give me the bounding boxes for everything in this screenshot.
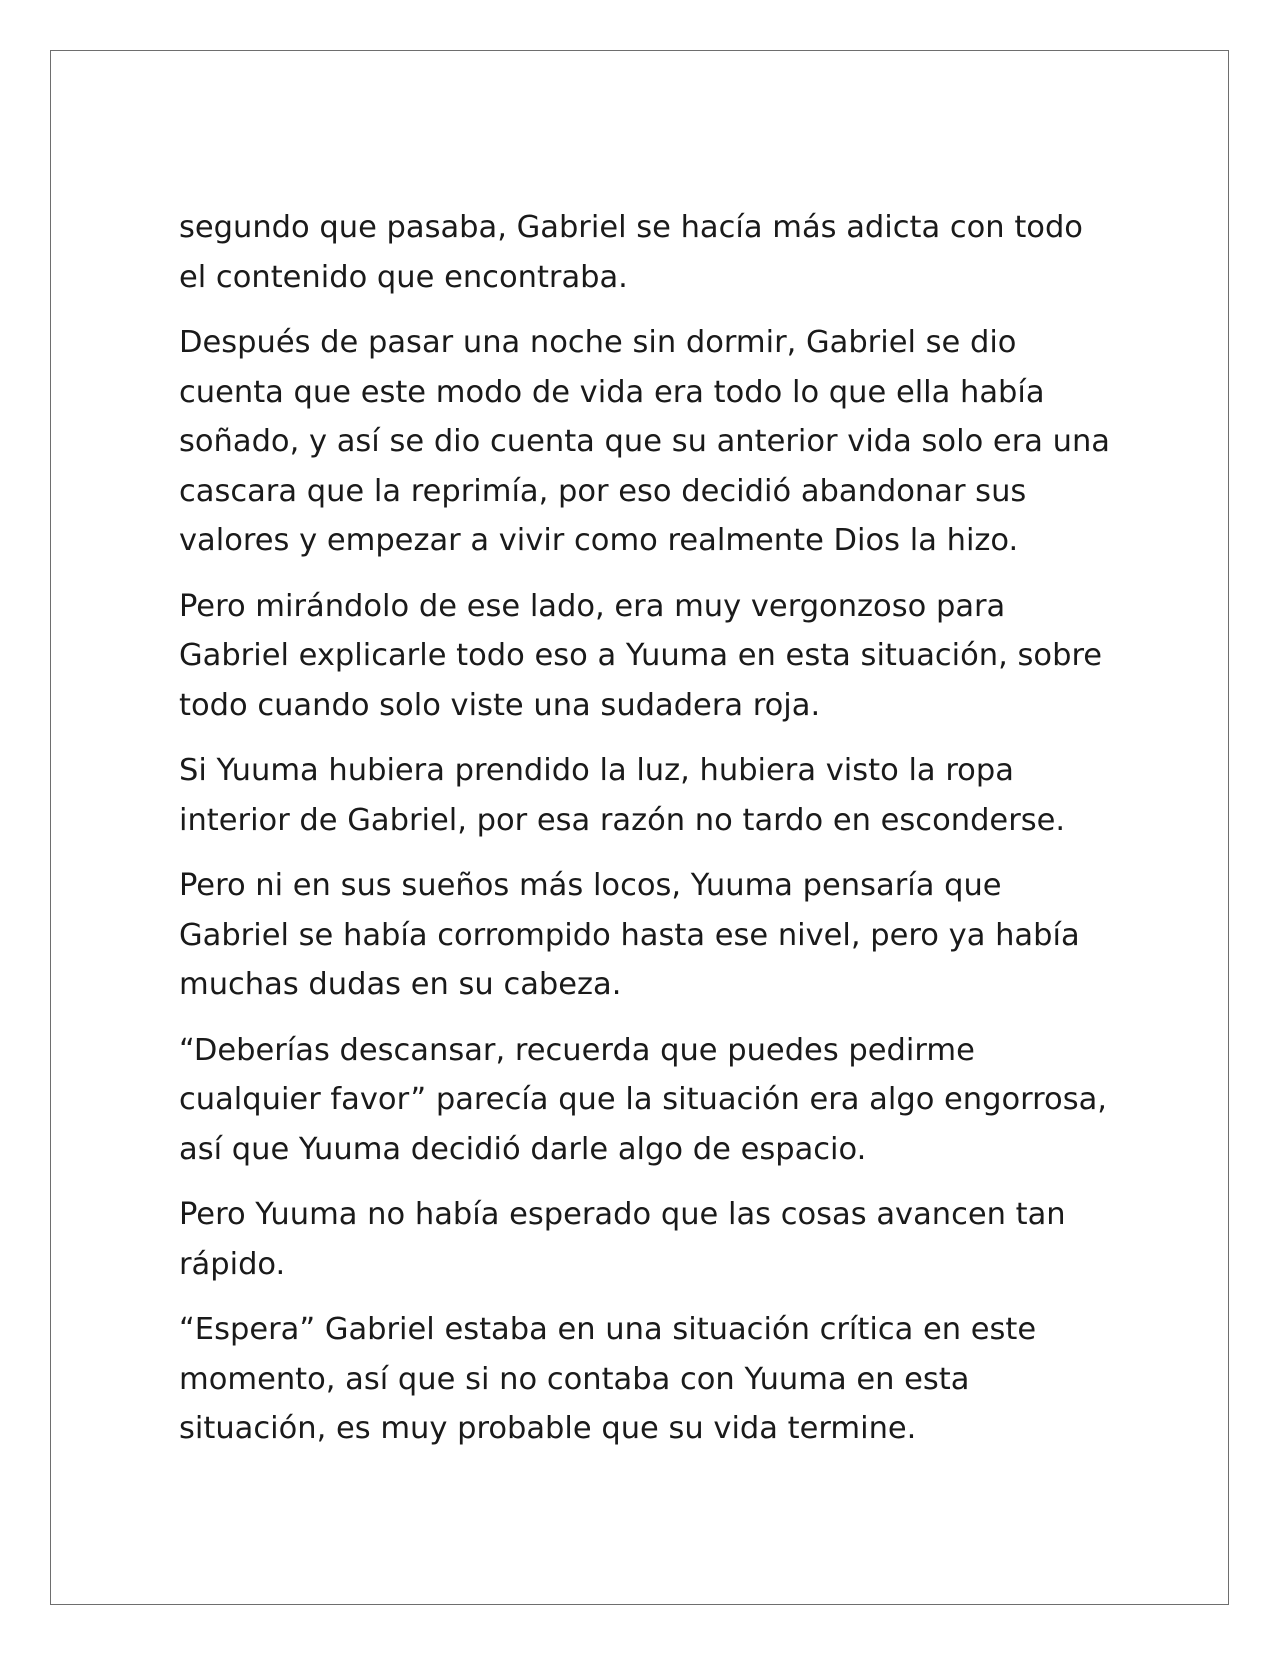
- text-line: Pero Yuuma no había esperado que las cosas avancen tan: [179, 1197, 1066, 1232]
- text-line: rápido.: [179, 1246, 286, 1282]
- text-line: soñado, y así se dio cuenta que su anterior vida solo era una: [179, 424, 1110, 459]
- text-line: así que Yuuma decidió darle algo de espacio.: [179, 1131, 867, 1167]
- paragraph: [179, 746, 1159, 845]
- paragraph: [179, 318, 1159, 566]
- paragraph: [179, 861, 1159, 1010]
- text-line: situación, es muy probable que su vida termine.: [179, 1411, 917, 1446]
- text-line: todo cuando solo viste una sudadera roja.: [179, 687, 821, 723]
- text-line: valores y empezar a vivir como realmente Dios la hizo.: [179, 523, 1019, 558]
- paragraph: [179, 582, 1159, 731]
- text-line: el contenido que encontraba.: [179, 259, 628, 295]
- paragraph: [179, 1305, 1159, 1454]
- paragraph: [179, 1026, 1159, 1175]
- text-line: “Espera” Gabriel estaba en una situación crítica en este: [179, 1312, 1037, 1347]
- text-line: segundo que pasaba, Gabriel se hacía más adicta con todo: [179, 210, 1083, 245]
- text-line: Gabriel se había corrompido hasta ese nivel, pero ya había: [179, 917, 1080, 953]
- paragraph: [179, 1190, 1159, 1289]
- text-line: Pero ni en sus sueños más locos, Yuuma pensaría que: [179, 868, 1002, 903]
- text-line: muchas dudas en su cabeza.: [179, 967, 622, 1002]
- text-line: Gabriel explicarle todo eso a Yuuma en esta situación, sobre: [179, 638, 1103, 673]
- page-frame: [50, 50, 1229, 1605]
- paragraph: [179, 203, 1159, 302]
- text-line: Pero mirándolo de ese lado, era muy vergonzoso para: [179, 588, 1006, 624]
- text-line: interior de Gabriel, por esa razón no tardo en esconderse.: [179, 802, 1066, 838]
- text-line: “Deberías descansar, recuerda que puedes pedirme: [179, 1032, 975, 1068]
- text-line: cuenta que este modo de vida era todo lo que ella había: [179, 374, 1045, 410]
- text-line: Si Yuuma hubiera prendido la luz, hubiera visto la ropa: [179, 753, 1014, 788]
- text-line: cascara que la reprimía, por eso decidió abandonar sus: [179, 473, 1027, 509]
- text-body: [179, 203, 1159, 1470]
- text-line: momento, así que si no contaba con Yuuma en esta: [179, 1361, 970, 1397]
- text-line: Después de pasar una noche sin dormir, Gabriel se dio: [179, 325, 1017, 360]
- text-line: cualquier favor” parecía que la situación era algo engorrosa,: [179, 1082, 1107, 1117]
